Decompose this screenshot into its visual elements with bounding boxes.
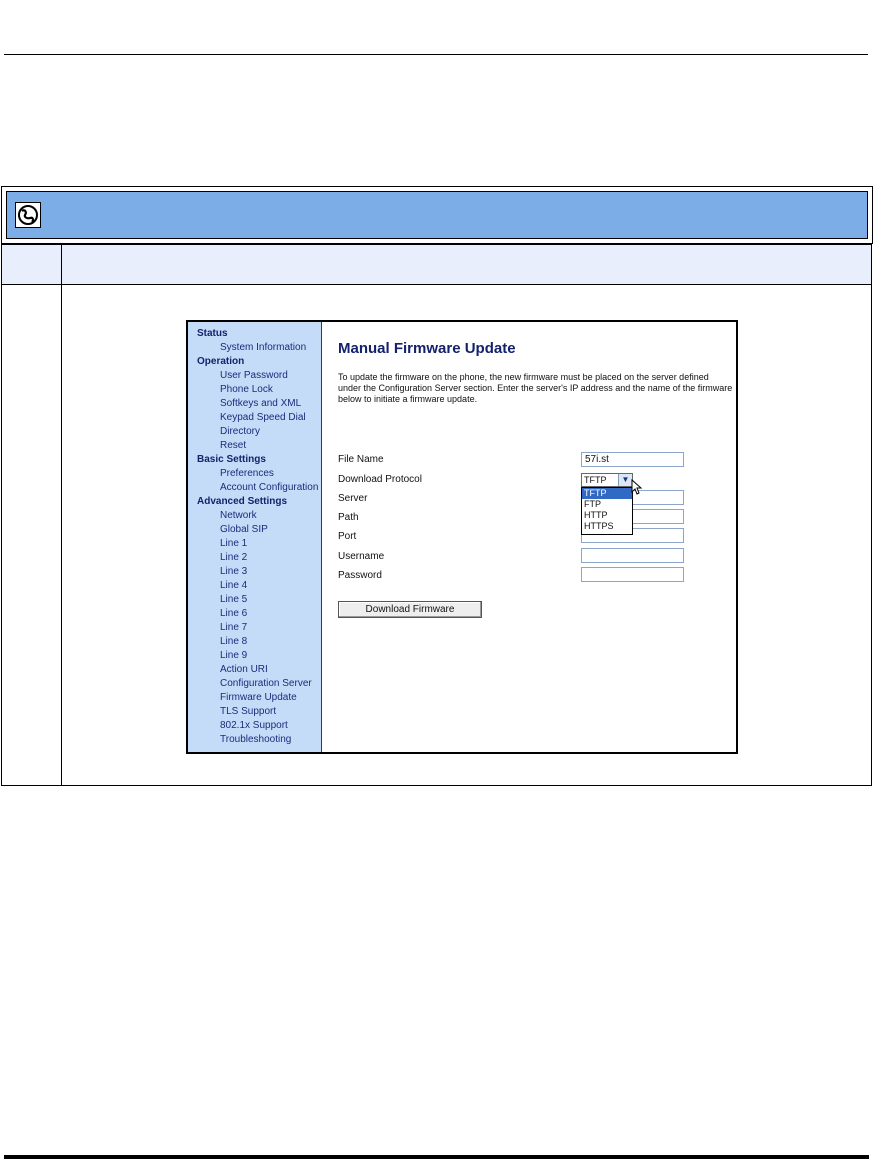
table-header-row bbox=[2, 245, 871, 285]
download-protocol-label: Download Protocol bbox=[338, 474, 422, 485]
sidebar-item[interactable]: 802.1x Support bbox=[220, 720, 288, 731]
globe-phone-icon bbox=[15, 202, 41, 228]
sidebar-item[interactable]: Line 6 bbox=[220, 608, 248, 619]
dropdown-option[interactable]: TFTP bbox=[582, 488, 632, 499]
doc-header bbox=[1, 186, 873, 244]
sidebar-item[interactable]: Line 2 bbox=[220, 552, 248, 563]
sidebar-item[interactable]: Global SIP bbox=[220, 524, 268, 535]
sidebar-section-heading: Advanced Settings bbox=[197, 496, 288, 507]
sidebar-section-heading: Status bbox=[197, 328, 228, 339]
download-protocol-options bbox=[581, 487, 633, 535]
sidebar-item[interactable]: Directory bbox=[220, 426, 261, 437]
sidebar-item[interactable]: Troubleshooting bbox=[220, 734, 292, 745]
sidebar-item[interactable]: Account Configuration bbox=[220, 482, 319, 493]
dropdown-option[interactable]: FTP bbox=[584, 499, 601, 509]
username-input[interactable] bbox=[581, 548, 684, 563]
sidebar-item[interactable]: Firmware Update bbox=[220, 692, 297, 703]
sidebar-item[interactable]: Keypad Speed Dial bbox=[220, 412, 306, 423]
sidebar-item[interactable]: User Password bbox=[220, 370, 288, 381]
main-panel bbox=[322, 322, 736, 752]
sidebar-item[interactable]: Action URI bbox=[220, 664, 268, 675]
file-name-label: File Name bbox=[338, 454, 384, 465]
chevron-down-icon[interactable]: ▼ bbox=[618, 474, 632, 486]
web-ui-screenshot bbox=[186, 320, 738, 754]
dropdown-option[interactable]: HTTP bbox=[584, 510, 608, 520]
sidebar-item[interactable]: Configuration Server bbox=[220, 678, 312, 689]
sidebar-item[interactable]: TLS Support bbox=[220, 706, 277, 717]
file-name-input[interactable]: 57i.st bbox=[581, 452, 684, 467]
sidebar-item[interactable]: Network bbox=[220, 510, 257, 521]
mouse-pointer-icon bbox=[631, 479, 643, 495]
sidebar-item[interactable]: System Information bbox=[220, 342, 307, 353]
column-separator bbox=[61, 245, 62, 785]
download-protocol-value: TFTP bbox=[584, 475, 607, 485]
dropdown-option[interactable]: HTTPS bbox=[584, 521, 614, 531]
sidebar-item[interactable]: Line 7 bbox=[220, 622, 248, 633]
bottom-rule bbox=[4, 1155, 869, 1159]
intro-text: To update the firmware on the phone, the new firmware must be placed on the server defined under the Configuration Server section. Enter the server's IP address and the name of the firmware below to initiate a firmware update. bbox=[338, 372, 733, 404]
sidebar-section-heading: Basic Settings bbox=[197, 454, 266, 465]
path-label: Path bbox=[338, 512, 359, 523]
sidebar-item[interactable]: Line 4 bbox=[220, 580, 248, 591]
page-title: Manual Firmware Update bbox=[338, 340, 516, 357]
top-rule bbox=[4, 54, 868, 55]
username-label: Username bbox=[338, 551, 385, 562]
sidebar-item[interactable]: Preferences bbox=[220, 468, 274, 479]
download-firmware-button[interactable]: Download Firmware bbox=[338, 601, 482, 618]
sidebar-item[interactable]: Phone Lock bbox=[220, 384, 273, 395]
port-label: Port bbox=[338, 531, 357, 542]
password-input[interactable] bbox=[581, 567, 684, 582]
sidebar-item[interactable]: Line 1 bbox=[220, 538, 248, 549]
sidebar-nav bbox=[188, 322, 322, 752]
sidebar-item[interactable]: Line 3 bbox=[220, 566, 248, 577]
sidebar-item[interactable]: Softkeys and XML bbox=[220, 398, 302, 409]
doc-header-bar bbox=[6, 191, 868, 239]
server-label: Server bbox=[338, 493, 368, 504]
download-protocol-select[interactable] bbox=[581, 473, 633, 487]
sidebar-section-heading: Operation bbox=[197, 356, 245, 367]
password-label: Password bbox=[338, 570, 382, 581]
sidebar-item[interactable]: Line 8 bbox=[220, 636, 248, 647]
sidebar-item[interactable]: Line 5 bbox=[220, 594, 248, 605]
sidebar-item[interactable]: Reset bbox=[220, 440, 247, 451]
sidebar-item[interactable]: Line 9 bbox=[220, 650, 248, 661]
